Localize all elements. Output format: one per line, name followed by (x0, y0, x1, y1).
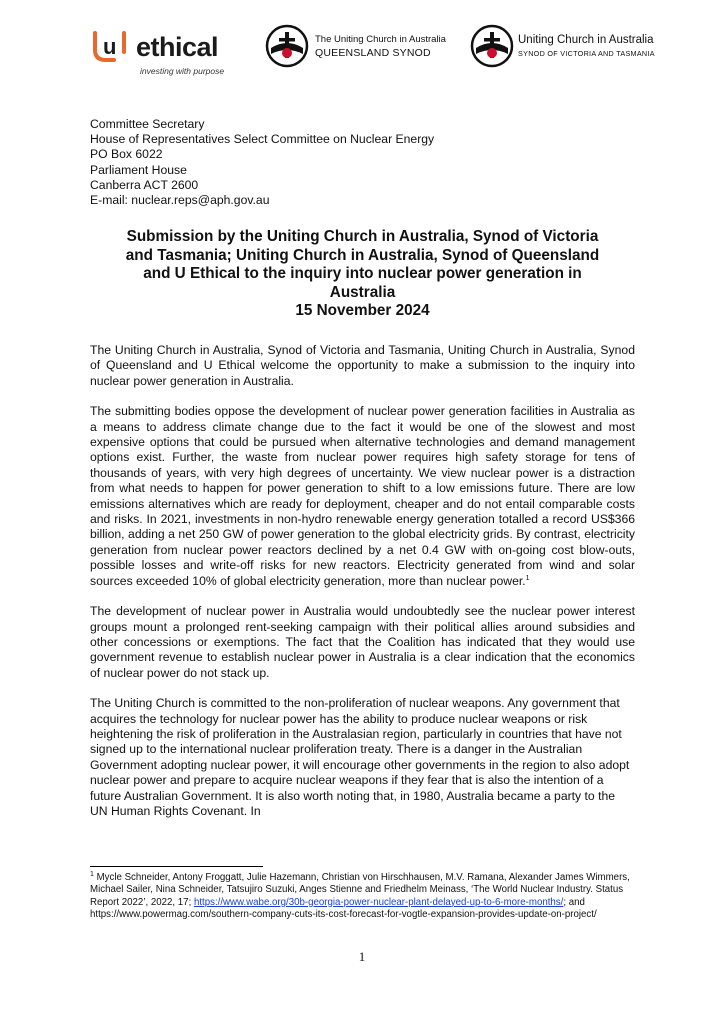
paragraph-intro: The Uniting Church in Australia, Synod of Victoria and Tasmania, Uniting Church in Australia, Synod of Queensland and U Ethical welcome the opportunity to make a submission to the inquiry into nuclear power generation in Australia. (90, 343, 635, 388)
paragraph-non-proliferation: The Uniting Church is committed to the non-proliferation of nuclear weapons. Any government that acquires the technology for nuclear power has the ability to produce nuclear weapons or risk heightening the risk of proliferation in the Australasian region, particularly in countries that have not signed up to the international nuclear proliferation treaty. There is a danger in the Australian Government adopting nuclear power, it will encourage other governments in the region to also adopt nuclear power and prepare to acquire nuclear weapons if they fear that is also the intention of a future Australian Government. It is also worth noting that, in 1980, Australia became a party to the UN Human Rights Covenant. In (90, 696, 630, 818)
address-line: PO Box 6022 (90, 147, 163, 162)
uniting-church-emblem-icon (265, 24, 309, 68)
footnote-text: Mycle Schneider, Antony Froggatt, Julie Hazemann, Christian von Hirschhausen, M.V. Ramana, Alexander James Wimmers, Michael Sailer, Nina Schneider, Tatsujiro Suzuki, Anges Stienne and Friedhelm Meinass, ‘The World Nuclear Industry. Status Report 2022’, 2022, 17; (90, 872, 630, 908)
recipient-address (90, 117, 434, 208)
footnote (90, 872, 638, 921)
footnote-link-powermag: https://www.powermag.com/southern-company-cuts-its-cost-forecast-for-vogtle-expansion-provides-update-on-project/ (90, 908, 597, 920)
address-email: E-mail: nuclear.reps@aph.gov.au (90, 193, 270, 208)
page-number: 1 (358, 949, 366, 964)
ucv-synod: SYNOD OF VICTORIA AND TASMANIA (518, 49, 655, 58)
footnote-divider (90, 866, 263, 867)
u-ethical-tagline: investing with purpose (140, 66, 225, 76)
u-ethical-wordmark: ethical (136, 32, 219, 62)
document-body (90, 343, 635, 834)
ucv-name: Uniting Church in Australia (518, 34, 654, 46)
address-line: Canberra ACT 2600 (90, 177, 199, 192)
address-line: Parliament House (90, 162, 187, 177)
title-line: and Tasmania; Uniting Church in Australia, Synod of Queensland (125, 246, 600, 264)
uca-queensland-logo (265, 24, 455, 78)
footnote-conjunction: ; and (563, 896, 585, 908)
title-line: Submission by the Uniting Church in Australia, Synod of Victoria (126, 228, 599, 245)
uniting-church-emblem-icon (470, 24, 514, 68)
address-line: Committee Secretary (90, 117, 205, 131)
footnote-number: 1 (90, 870, 94, 878)
header-logos (0, 18, 724, 78)
paragraph-opposition (90, 404, 635, 589)
submission-date: 15 November 2024 (295, 302, 430, 319)
address-line: House of Representatives Select Committee on Nuclear Energy (90, 132, 435, 147)
uca-victoria-logo (470, 24, 670, 78)
ucq-name: The Uniting Church in Australia (315, 34, 446, 45)
submission-title (90, 228, 635, 321)
svg-text:u: u (103, 34, 117, 59)
paragraph-opposition-text: The submitting bodies oppose the development of nuclear power generation facilities in Australia as a means to address climate change due to the fact it would be one of the slowest and most expensive options that could be pursued when alternative technologies and demand management options exist. Further, the waste from nuclear power requires high safety storage for tens of thousands of years, with very high degrees of uncertainty. We view nuclear power is a distraction from what needs to happen for power generation to shift to a low emissions future. There are low emissions alternatives which are ready for deployment, cheaper and do not entail comparable costs and risks. In 2021, investments in non-hydro renewable energy generation totalled a record US$366 billion, adding a net 250 GW of power generation to the global electricity grids. By contrast, electricity generation from nuclear power reactors declined by a net 0.4 GW with on-going cost blow-outs, possible losses and write-off risks for new reactors. Electricity generated from wind and solar sources exceeded 10% of global electricity generation, more than nuclear power. (90, 404, 635, 588)
title-line: Australia (329, 283, 396, 301)
ucq-synod: QUEENSLAND SYNOD (315, 47, 431, 59)
title-line: and U Ethical to the inquiry into nuclear power generation in (143, 265, 582, 282)
u-ethical-mark-icon (90, 30, 130, 64)
paragraph-rent-seeking: The development of nuclear power in Australia would undoubtedly see the nuclear power interest groups mount a prolonged rent-seeking campaign with their political allies around subsidies and other concessions or exemptions. The fact that the Coalition has indicated that they would use government revenue to establish nuclear power in Australia is a clear indication that the economics of nuclear power do not stack up. (90, 604, 635, 680)
u-ethical-logo (90, 26, 240, 82)
footnote-link-wabe[interactable]: https://www.wabe.org/30b-georgia-power-nuclear-plant-delayed-up-to-6-more-months/ (193, 896, 564, 908)
footnote-ref[interactable]: 1 (525, 574, 530, 582)
